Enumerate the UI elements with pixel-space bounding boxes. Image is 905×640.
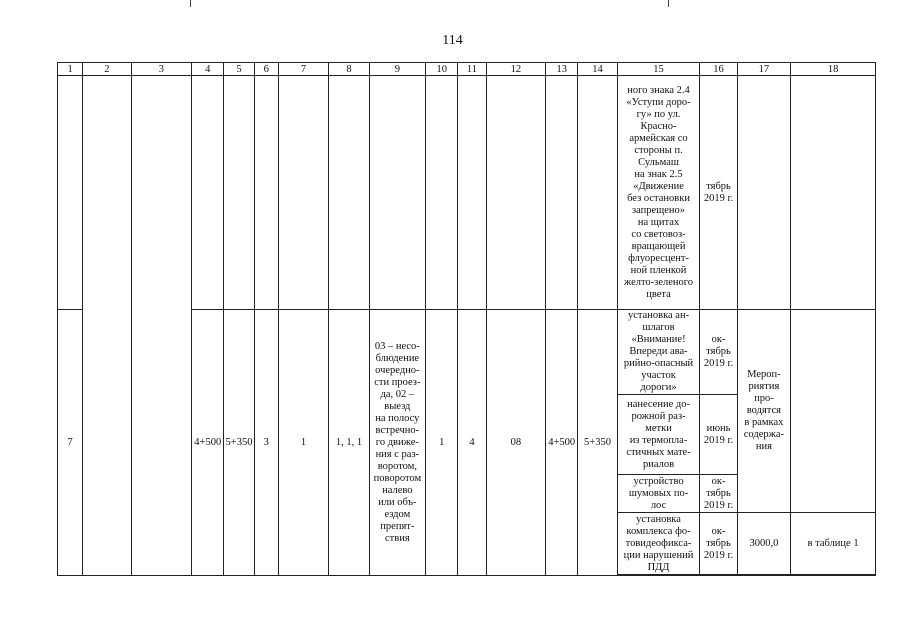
measure-cell: установка комплекса фо- товидеофикса- ции нарушений ПДД [617,513,700,575]
scan-mark-left [190,0,191,7]
col-header: 11 [458,63,486,76]
cell-empty [278,76,328,310]
cell-col6: 3 [254,310,278,576]
cell-empty [546,76,578,310]
cell-col5: 5+350 [224,310,254,576]
measure-cell: установка ан- шлагов «Внимание! Впереди ава- рийно-опасный участок дороги» [617,310,700,395]
cell-empty [254,76,278,310]
cell-empty [737,575,790,576]
cell-empty [329,76,369,310]
cell-col11: 4 [458,310,486,576]
cell-empty [700,575,737,576]
measure-cell: устройство шумовых по- лос [617,475,700,513]
date-cell: тябрь 2019 г. [700,76,737,310]
cell-col14: 5+350 [578,310,617,576]
page-number: 114 [442,33,463,48]
col-header: 14 [578,63,617,76]
cell-empty [791,310,876,513]
col-header: 1 [58,63,83,76]
date-cell: июнь 2019 г. [700,395,737,475]
cell-empty [737,76,790,310]
cost-cell: 3000,0 [737,513,790,575]
cell-empty [426,76,458,310]
col-header: 15 [617,63,700,76]
cell-empty [791,575,876,576]
cell-empty [224,76,254,310]
cell-col10: 1 [426,310,458,576]
date-cell: ок- тябрь 2019 г. [700,475,737,513]
cell-empty [192,76,224,310]
cell-col7: 1 [278,310,328,576]
date-cell: ок- тябрь 2019 г. [700,513,737,575]
measure-cell: нанесение до- рожной раз- метки из термопла- стичных мате- риалов [617,395,700,475]
cell-col2 [83,76,131,576]
table-row-continuation [58,76,876,310]
cell-empty [486,76,546,310]
cell-col3 [131,76,192,576]
col-header: 16 [700,63,737,76]
violation-type-cell: 03 – несо- блюдение очередно- сти проез- да, 02 – выезд на полосу встречно- го движе- ния с раз- воротом, поворотом налево или объ- ездом препят- ствия [369,310,425,576]
cell-empty [791,76,876,310]
reference-cell: в таблице 1 [791,513,876,575]
data-table [57,62,876,576]
col-header: 5 [224,63,254,76]
table-header-row [58,63,876,76]
col-header: 12 [486,63,546,76]
measure-cell: ного знака 2.4 «Уступи доро- гу» по ул. Красно- армейская со стороны п. Сульмаш на знак 2.5 «Движение без остановки запрещено» на щитах со световоз- вращающей флуоресцент- ной пленкой желто-зеленого цвета [617,76,700,310]
col-header: 9 [369,63,425,76]
note-cell: Мероп- риятия про- водятся в рамках содержа- ния [737,310,790,513]
cell-empty [578,76,617,310]
col-header: 2 [83,63,131,76]
col-header: 13 [546,63,578,76]
cell-col12: 08 [486,310,546,576]
cell-empty [458,76,486,310]
col-header: 4 [192,63,224,76]
cell-col13: 4+500 [546,310,578,576]
cell-col4: 4+500 [192,310,224,576]
col-header: 8 [329,63,369,76]
col-header: 17 [737,63,790,76]
row-number: 7 [58,310,83,576]
col-header: 3 [131,63,192,76]
cell-empty [58,76,83,310]
date-cell: ок- тябрь 2019 г. [700,310,737,395]
cell-empty [617,575,700,576]
cell-col8: 1, 1, 1 [329,310,369,576]
scan-mark-right [668,0,669,7]
col-header: 10 [426,63,458,76]
col-header: 7 [278,63,328,76]
col-header: 6 [254,63,278,76]
cell-empty [369,76,425,310]
col-header: 18 [791,63,876,76]
